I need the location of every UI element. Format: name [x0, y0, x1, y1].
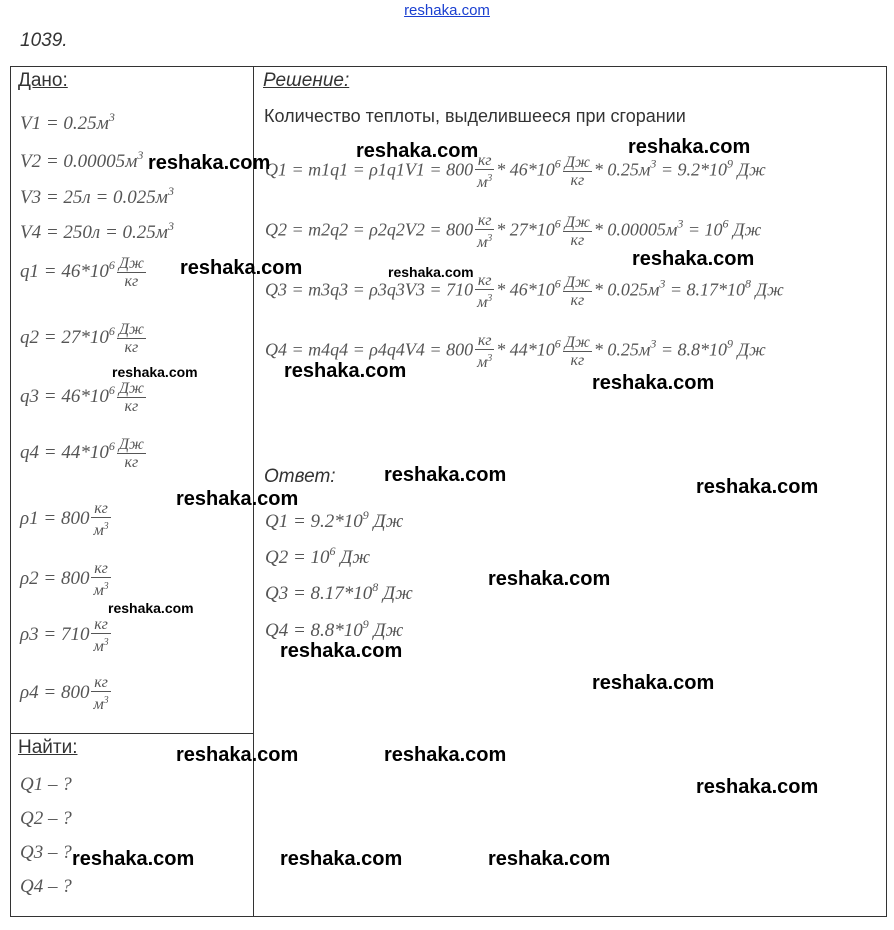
answer-q2: $Q2 = 10^6$ Дж [265, 544, 371, 568]
given-q1: $q1 = 46*10^6$ $\frac{Дж}{кг}$ [20, 255, 144, 290]
given-rho4: ρ4 = 800 $\frac{кг}{м^3}$ [20, 674, 109, 713]
watermark: reshaka.com [180, 257, 303, 279]
watermark: reshaka.com [384, 464, 507, 486]
equation-4: Q4 = m4q4 = ρ4q4V4 = 800 $\frac{кг}{м^3}$ * $44*10^6$ $\frac{Дж}{кг}$ * $0.25м^3 = 8.8*10^9$ Дж [265, 332, 766, 371]
watermark: reshaka.com [696, 776, 819, 798]
find-q3: Q3 – ? [20, 842, 72, 863]
watermark: reshaka.com [384, 744, 507, 766]
watermark: reshaka.com [696, 476, 819, 498]
given-rho3: ρ3 = 710 $\frac{кг}{м^3}$ [20, 616, 109, 655]
equation-1: Q1 = m1q1 = ρ1q1V1 = 800 $\frac{кг}{м^3}$ * $46*10^6$ $\frac{Дж}{кг}$ * $0.25м^3 = 9.2*10^9$ Дж [265, 152, 766, 191]
watermark: reshaka.com [356, 140, 479, 162]
given-find-divider [10, 733, 254, 734]
watermark: reshaka.com [488, 848, 611, 870]
given-v3: $V3 = 25л = 0.025м^3$ [20, 184, 174, 208]
find-q1: Q1 – ? [20, 774, 72, 795]
find-q2: Q2 – ? [20, 808, 72, 829]
given-v4: $V4 = 250л = 0.25м^3$ [20, 219, 174, 243]
given-q4: $q4 = 44*10^6$ $\frac{Дж}{кг}$ [20, 436, 144, 471]
watermark: reshaka.com [280, 848, 403, 870]
watermark: reshaka.com [284, 360, 407, 382]
site-link[interactable]: reshaka.com [404, 2, 490, 19]
watermark: reshaka.com [388, 264, 474, 280]
watermark: reshaka.com [176, 744, 299, 766]
solution-heading: Решение: [263, 70, 350, 91]
equation-2: Q2 = m2q2 = ρ2q2V2 = 800 $\frac{кг}{м^3}$ * $27*10^6$ $\frac{Дж}{кг}$ * $0.00005м^3 = 10^6$ Дж [265, 212, 762, 251]
watermark: reshaka.com [632, 248, 755, 270]
watermark: reshaka.com [488, 568, 611, 590]
given-rho2: ρ2 = 800 $\frac{кг}{м^3}$ [20, 560, 109, 599]
watermark: reshaka.com [592, 372, 715, 394]
given-v2: $V2 = 0.00005м^3$ [20, 148, 144, 172]
find-heading: Найти: [18, 737, 78, 758]
watermark: reshaka.com [176, 488, 299, 510]
answer-q1: $Q1 = 9.2*10^9$ Дж [265, 508, 404, 532]
given-heading: Дано: [18, 70, 68, 91]
intro-text: Количество теплоты, выделившееся при сгорании [264, 106, 686, 126]
equation-3: Q3 = m3q3 = ρ3q3V3 = 710 $\frac{кг}{м^3}$ * $46*10^6$ $\frac{Дж}{кг}$ * $0.025м^3 = 8.17*10^8$ Дж [265, 272, 784, 311]
watermark: reshaka.com [148, 152, 271, 174]
watermark: reshaka.com [112, 364, 198, 380]
watermark: reshaka.com [592, 672, 715, 694]
problem-number: 1039. [20, 30, 68, 51]
watermark: reshaka.com [280, 640, 403, 662]
given-q2: $q2 = 27*10^6$ $\frac{Дж}{кг}$ [20, 321, 144, 356]
given-q3: $q3 = 46*10^6$ $\frac{Дж}{кг}$ [20, 380, 144, 415]
watermark: reshaka.com [108, 600, 194, 616]
answer-q3: $Q3 = 8.17*10^8$ Дж [265, 580, 413, 604]
given-rho1: ρ1 = 800 $\frac{кг}{м^3}$ [20, 500, 109, 539]
given-v1: $V1 = 0.25м^3$ [20, 110, 115, 134]
find-q4: Q4 – ? [20, 876, 72, 897]
watermark: reshaka.com [628, 136, 751, 158]
answer-heading: Ответ: [264, 466, 336, 487]
answer-q4: $Q4 = 8.8*10^9$ Дж [265, 617, 404, 641]
watermark: reshaka.com [72, 848, 195, 870]
